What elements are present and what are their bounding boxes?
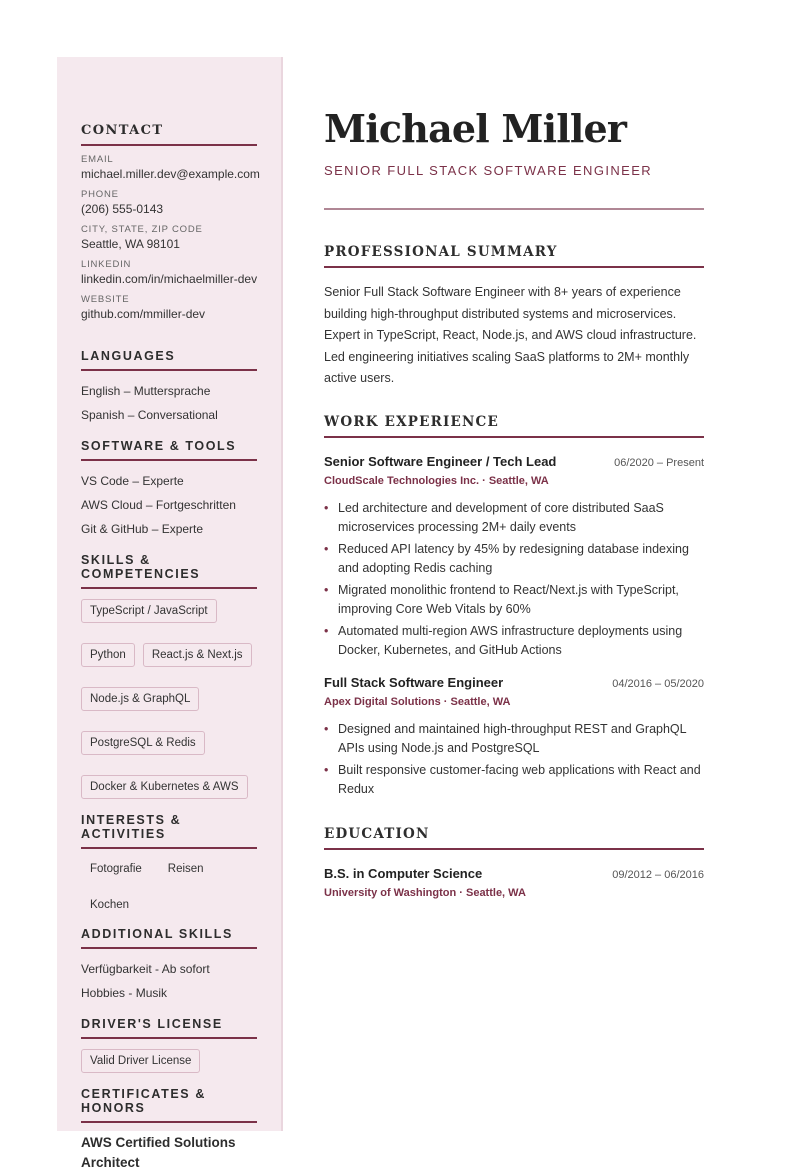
- certificate-item: AWS Certified Solutions Architect: [81, 1135, 236, 1170]
- contact-item-website: [81, 294, 257, 321]
- contact-label: LINKEDIN: [81, 259, 132, 270]
- languages-section: [81, 349, 257, 427]
- interest-tag: Fotografie: [81, 857, 151, 881]
- experience-section: [324, 414, 704, 800]
- main-content: [324, 105, 704, 899]
- education-date: 09/2012 – 06/2016: [612, 868, 704, 881]
- skills-tags: [81, 599, 257, 799]
- job-bullet: • Led architecture and development of core distributed SaaS microservices processing 2M+ daily events: [324, 499, 704, 538]
- job-header: [324, 675, 704, 690]
- contact-item-phone: [81, 189, 257, 216]
- additional-skill-item: Hobbies - Musik: [81, 986, 168, 1000]
- contact-item-address: [81, 224, 257, 251]
- contact-label: WEBSITE: [81, 294, 130, 305]
- license-tag: Valid Driver License: [81, 1049, 200, 1073]
- additional-skills-heading: ADDITIONAL SKILLS: [81, 927, 257, 949]
- license-tags: [81, 1049, 257, 1073]
- school-name: University of Washington · Seattle, WA: [324, 886, 526, 899]
- experience-heading: WORK EXPERIENCE: [324, 414, 704, 438]
- header-divider: [324, 208, 704, 210]
- linkedin-link[interactable]: linkedin.com/in/michaelmiller-dev: [81, 272, 258, 286]
- skills-heading: SKILLS & COMPETENCIES: [81, 553, 257, 589]
- job-date: 04/2016 – 05/2020: [612, 677, 704, 690]
- software-heading: SOFTWARE & TOOLS: [81, 439, 257, 461]
- additional-skill-item: Verfügbarkeit - Ab sofort: [81, 962, 210, 976]
- website-link[interactable]: github.com/mmiller-dev: [81, 307, 206, 321]
- education-section: [324, 826, 704, 899]
- skill-tag: Python: [81, 643, 135, 667]
- contact-label: CITY, STATE, ZIP CODE: [81, 224, 203, 235]
- language-item: Spanish – Conversational: [81, 408, 218, 422]
- job-bullet: • Designed and maintained high-throughput REST and GraphQL APIs using Node.js and PostgreSQL: [324, 720, 704, 759]
- certificates-section: [81, 1087, 257, 1173]
- address-value: Seattle, WA 98101: [81, 237, 180, 251]
- job-title: Senior Software Engineer / Tech Lead: [324, 453, 557, 469]
- contact-heading: CONTACT: [81, 123, 257, 146]
- job-header: [324, 454, 704, 469]
- software-item: VS Code – Experte: [81, 474, 184, 488]
- skill-tag: TypeScript / JavaScript: [81, 599, 217, 623]
- software-item: AWS Cloud – Fortgeschritten: [81, 498, 236, 512]
- job-bullet: • Automated multi-region AWS infrastructure deployments using Docker, Kubernetes, and GitHub Actions: [324, 622, 704, 661]
- license-section: [81, 1017, 257, 1073]
- skills-section: [81, 553, 257, 799]
- contact-label: PHONE: [81, 189, 119, 200]
- phone-value[interactable]: (206) 555-0143: [81, 202, 164, 216]
- contact-item-email: [81, 154, 260, 181]
- contact-item-linkedin: [81, 259, 257, 286]
- education-heading: EDUCATION: [324, 826, 704, 850]
- job-entry: [324, 454, 704, 661]
- job-company: Apex Digital Solutions · Seattle, WA: [324, 695, 511, 708]
- job-title: Full Stack Software Engineer: [324, 674, 504, 690]
- license-heading: DRIVER'S LICENSE: [81, 1017, 257, 1039]
- languages-heading: LANGUAGES: [81, 349, 257, 371]
- job-bullet: • Built responsive customer-facing web applications with React and Redux: [324, 761, 704, 800]
- job-entry: [324, 675, 704, 800]
- language-item: English – Muttersprache: [81, 384, 211, 398]
- sidebar: [57, 57, 283, 1170]
- contact-section: [81, 123, 260, 321]
- additional-skills-section: [81, 927, 257, 1005]
- candidate-name: Michael Miller: [324, 106, 627, 151]
- degree-title: B.S. in Computer Science: [324, 865, 483, 881]
- interests-heading: INTERESTS & ACTIVITIES: [81, 813, 257, 849]
- interest-tag: Reisen: [159, 857, 213, 881]
- education-entry: [324, 866, 704, 899]
- interest-tag: Kochen: [81, 893, 138, 917]
- job-role: SENIOR FULL STACK SOFTWARE ENGINEER: [324, 163, 653, 178]
- job-company: CloudScale Technologies Inc. · Seattle, WA: [324, 474, 549, 487]
- skill-tag: React.js & Next.js: [143, 643, 252, 667]
- skill-tag: Docker & Kubernetes & AWS: [81, 775, 248, 799]
- software-section: [81, 439, 257, 541]
- job-bullet: • Migrated monolithic frontend to React/Next.js with TypeScript, improving Core Web Vitals by 60%: [324, 581, 704, 620]
- skill-tag: PostgreSQL & Redis: [81, 731, 205, 755]
- interests-section: [81, 813, 257, 917]
- education-header: [324, 866, 704, 881]
- summary-section: [324, 244, 704, 390]
- software-item: Git & GitHub – Experte: [81, 522, 204, 536]
- certificates-heading: CERTIFICATES & HONORS: [81, 1087, 257, 1123]
- job-bullets: [324, 720, 704, 800]
- skill-tag: Node.js & GraphQL: [81, 687, 199, 711]
- job-bullets: [324, 499, 704, 661]
- interests-tags: [81, 857, 257, 917]
- contact-label: EMAIL: [81, 154, 114, 165]
- summary-text: Senior Full Stack Software Engineer with 8+ years of experience building high-throughput distributed systems and microservices. Expert in TypeScript, React, Node.js, and AWS cloud infrastructure. Led engineering initiatives scaling SaaS platforms to 2M+ monthly active users.: [324, 285, 697, 385]
- job-date: 06/2020 – Present: [614, 456, 704, 469]
- job-bullet: • Reduced API latency by 45% by redesigning database indexing and adopting Redis caching: [324, 540, 704, 579]
- email-value[interactable]: michael.miller.dev@example.com: [81, 167, 260, 181]
- summary-heading: PROFESSIONAL SUMMARY: [324, 244, 704, 268]
